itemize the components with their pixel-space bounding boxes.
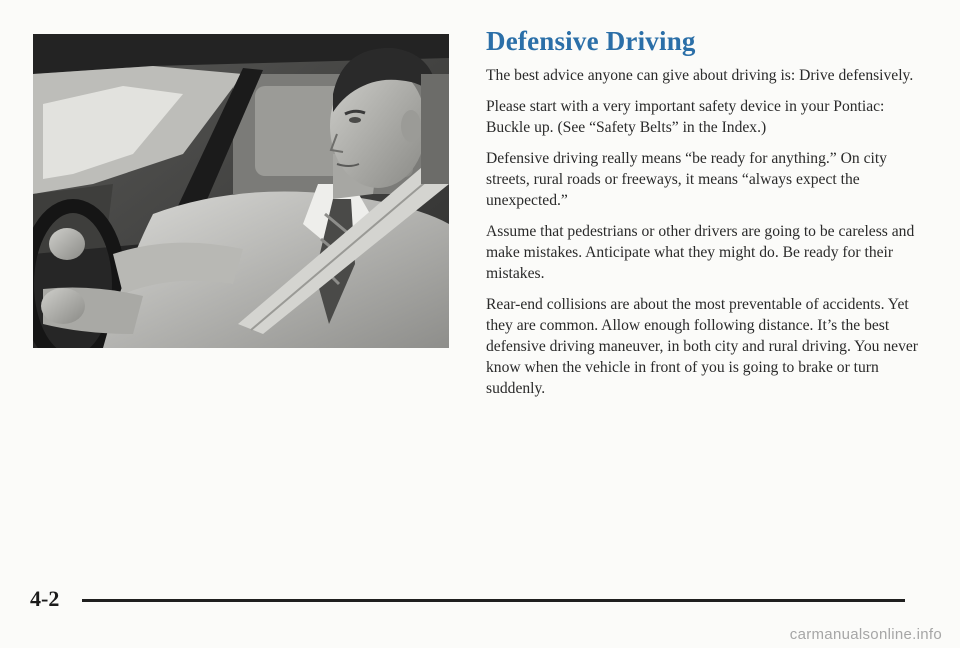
page-number: 4-2 [30, 586, 60, 611]
paragraph-rear-end: Rear-end collisions are about the most preventable of accidents. Yet they are common. Allow enough following distance. It’s the best defensive driving maneuver, in both city and rural driving. You never know when the vehicle in front of you is going to brake or turn suddenly. [486, 296, 919, 397]
driver-illustration-svg [33, 34, 449, 348]
paragraph-be-ready: Defensive driving really means “be ready for anything.” On city streets, rural roads or freeways, it means “always expect the unexpected.” [486, 150, 887, 209]
driver-illustration [33, 34, 449, 348]
paragraph-assume: Assume that pedestrians or other drivers are going to be careless and make mistakes. Anticipate what they might do. Be ready for their mistakes. [486, 223, 915, 282]
text-column [486, 26, 926, 409]
paragraph-intro: The best advice anyone can give about driving is: Drive defensively. [486, 67, 914, 84]
watermark: carmanualsonline.info [789, 626, 942, 643]
footer-rule [82, 599, 905, 602]
paragraph-buckle-up: Please start with a very important safety device in your Pontiac: Buckle up. (See “Safety Belts” in the Index.) [486, 98, 885, 136]
section-heading: Defensive Driving [486, 26, 696, 56]
